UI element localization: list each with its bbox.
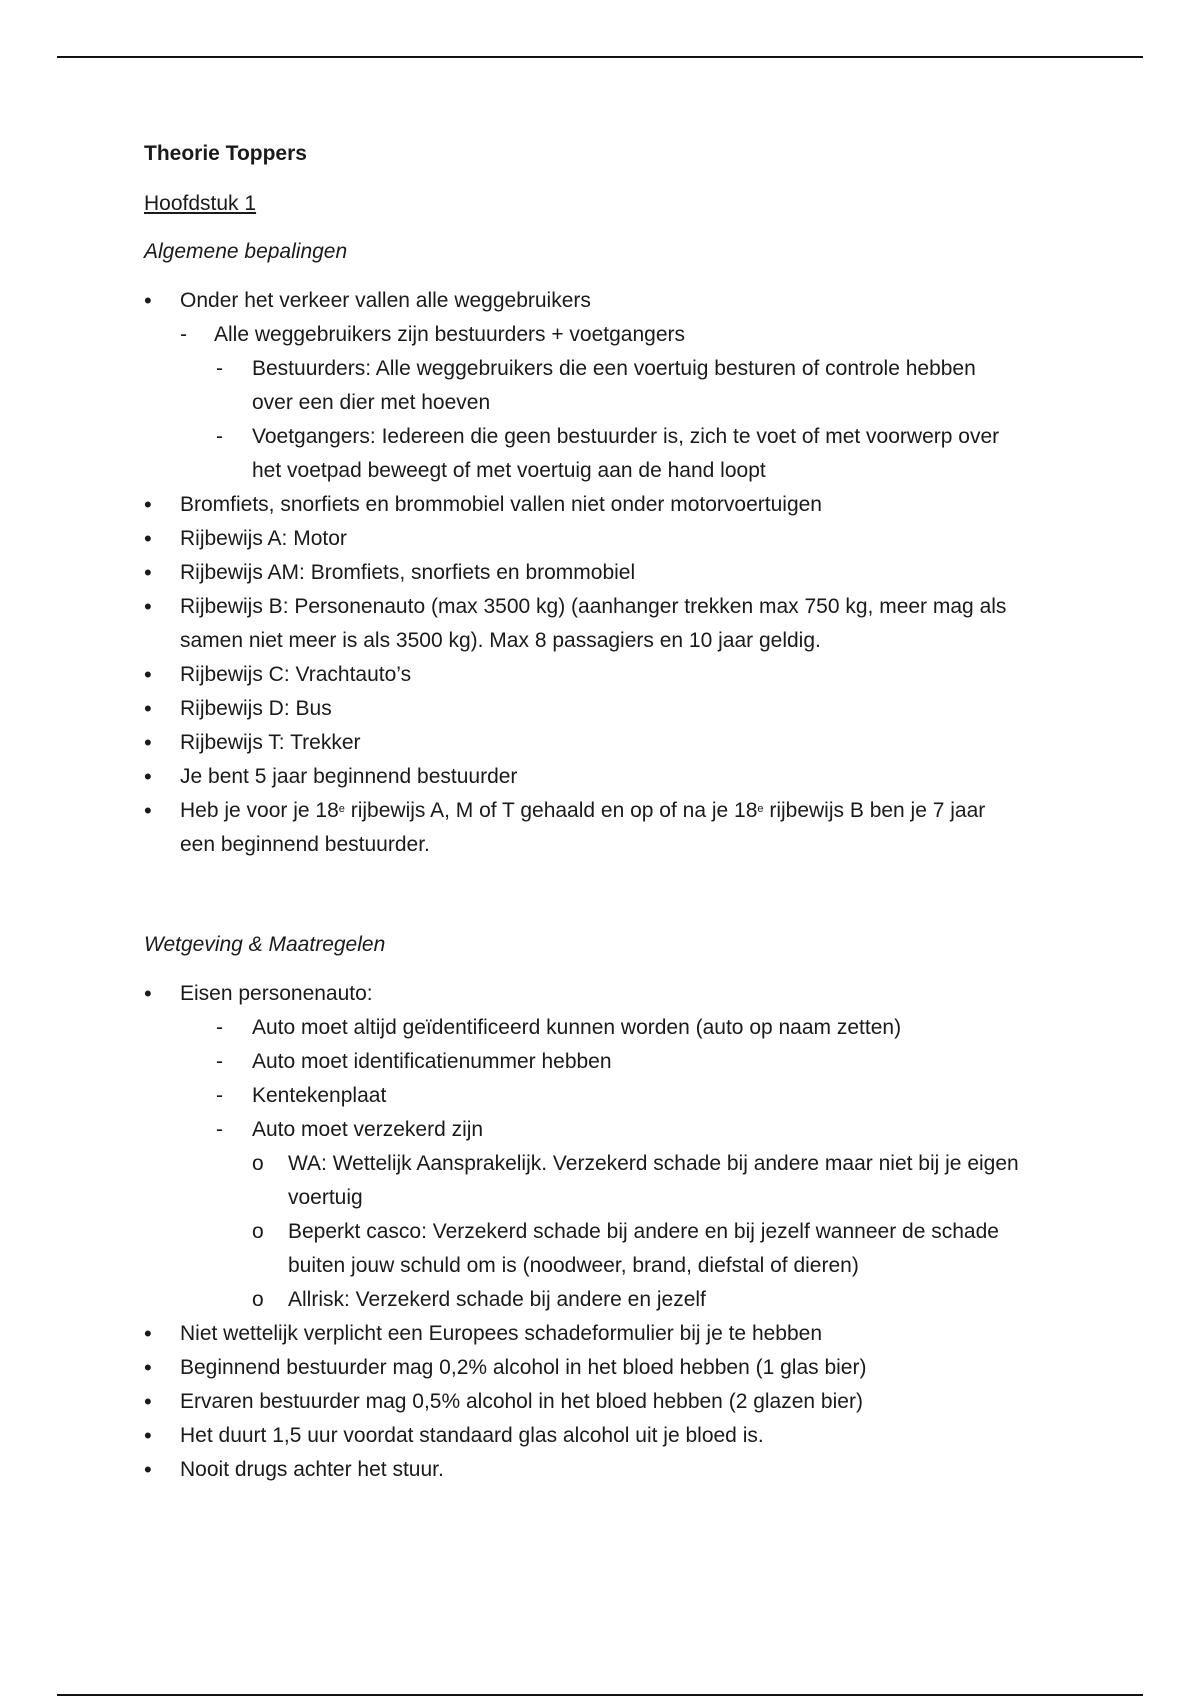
list-item: Rijbewijs B: Personenauto (max 3500 kg) (aanhanger trekken max 750 kg, meer mag als — [180, 595, 1007, 618]
chapter-heading: Hoofdstuk 1 — [144, 192, 257, 215]
section-heading: Wetgeving & Maatregelen — [144, 933, 386, 956]
list-item-continuation: samen niet meer is als 3500 kg). Max 8 passagiers en 10 jaar geldig. — [180, 629, 821, 652]
list-item: Rijbewijs C: Vrachtauto’s — [180, 663, 412, 686]
bullet-marker: • — [144, 981, 152, 1006]
circle-marker: o — [252, 1152, 264, 1175]
list-item: Bestuurders: Alle weggebruikers die een voertuig besturen of controle hebben — [252, 357, 976, 380]
bullet-marker: • — [144, 492, 152, 517]
bullet-marker: • — [144, 1457, 152, 1482]
list-item: Beginnend bestuurder mag 0,2% alcohol in het bloed hebben (1 glas bier) — [180, 1356, 867, 1379]
list-item-continuation: voertuig — [288, 1186, 363, 1209]
section-heading: Algemene bepalingen — [144, 240, 348, 263]
list-item: Beperkt casco: Verzekerd schade bij andere en bij jezelf wanneer de schade — [288, 1220, 999, 1243]
text-run: Heb je voor je 18 — [180, 799, 339, 822]
list-item: Rijbewijs D: Bus — [180, 697, 332, 720]
bullet-marker: • — [144, 1389, 152, 1414]
list-item: Alle weggebruikers zijn bestuurders + voetgangers — [214, 323, 686, 346]
list-item: Auto moet altijd geïdentificeerd kunnen worden (auto op naam zetten) — [252, 1016, 902, 1039]
list-item: Kentekenplaat — [252, 1084, 387, 1107]
list-item: Rijbewijs T: Trekker — [180, 731, 361, 754]
dash-marker: - — [216, 1050, 223, 1073]
list-item: Bromfiets, snorfiets en brommobiel vallen niet onder motorvoertuigen — [180, 493, 822, 516]
bullet-marker: • — [144, 1321, 152, 1346]
bullet-marker: • — [144, 764, 152, 789]
bullet-marker: • — [144, 696, 152, 721]
dash-marker: - — [216, 1118, 223, 1141]
dash-marker: - — [216, 425, 223, 448]
bullet-marker: • — [144, 526, 152, 551]
header-rule — [57, 56, 1143, 58]
list-item: Eisen personenauto: — [180, 982, 373, 1005]
list-item-continuation: een beginnend bestuurder. — [180, 833, 430, 856]
list-item: Auto moet verzekerd zijn — [252, 1118, 484, 1141]
dash-marker: - — [216, 1016, 223, 1039]
list-item — [180, 798, 985, 824]
circle-marker: o — [252, 1288, 264, 1311]
list-item: Onder het verkeer vallen alle weggebruikers — [180, 289, 591, 312]
bullet-marker: • — [144, 1423, 152, 1448]
list-item: Allrisk: Verzekerd schade bij andere en jezelf — [288, 1288, 706, 1311]
list-item: Nooit drugs achter het stuur. — [180, 1458, 444, 1481]
list-item: Ervaren bestuurder mag 0,5% alcohol in het bloed hebben (2 glazen bier) — [180, 1390, 863, 1413]
dash-marker: - — [216, 1084, 223, 1107]
list-item: WA: Wettelijk Aansprakelijk. Verzekerd schade bij andere maar niet bij je eigen — [288, 1152, 1019, 1175]
list-item: Je bent 5 jaar beginnend bestuurder — [180, 765, 518, 788]
text-run: rijbewijs B ben je 7 jaar — [763, 799, 986, 822]
list-item: Het duurt 1,5 uur voordat standaard glas alcohol uit je bloed is. — [180, 1424, 764, 1447]
circle-marker: o — [252, 1220, 264, 1243]
list-item: Rijbewijs AM: Bromfiets, snorfiets en brommobiel — [180, 561, 636, 584]
list-item: Rijbewijs A: Motor — [180, 527, 347, 550]
list-item-continuation: over een dier met hoeven — [252, 391, 491, 414]
list-item-continuation: het voetpad beweegt of met voertuig aan de hand loopt — [252, 459, 766, 482]
document-title: Theorie Toppers — [144, 142, 307, 165]
bullet-marker: • — [144, 288, 152, 313]
bullet-marker: • — [144, 798, 152, 823]
dash-marker: - — [180, 323, 187, 346]
bullet-marker: • — [144, 1355, 152, 1380]
dash-marker: - — [216, 357, 223, 380]
list-item: Voetgangers: Iedereen die geen bestuurder is, zich te voet of met voorwerp over — [252, 425, 1000, 448]
text-run: rijbewijs A, M of T gehaald en op of na je 18 — [344, 799, 758, 822]
list-item: Niet wettelijk verplicht een Europees schadeformulier bij je te hebben — [180, 1322, 823, 1345]
bullet-marker: • — [144, 730, 152, 755]
superscript: e — [338, 803, 345, 815]
footer-rule — [57, 1694, 1143, 1696]
superscript: e — [757, 803, 764, 815]
bullet-marker: • — [144, 662, 152, 687]
list-item-continuation: buiten jouw schuld om is (noodweer, brand, diefstal of dieren) — [288, 1254, 859, 1277]
list-item: Auto moet identificatienummer hebben — [252, 1050, 612, 1073]
bullet-marker: • — [144, 560, 152, 585]
bullet-marker: • — [144, 594, 152, 619]
